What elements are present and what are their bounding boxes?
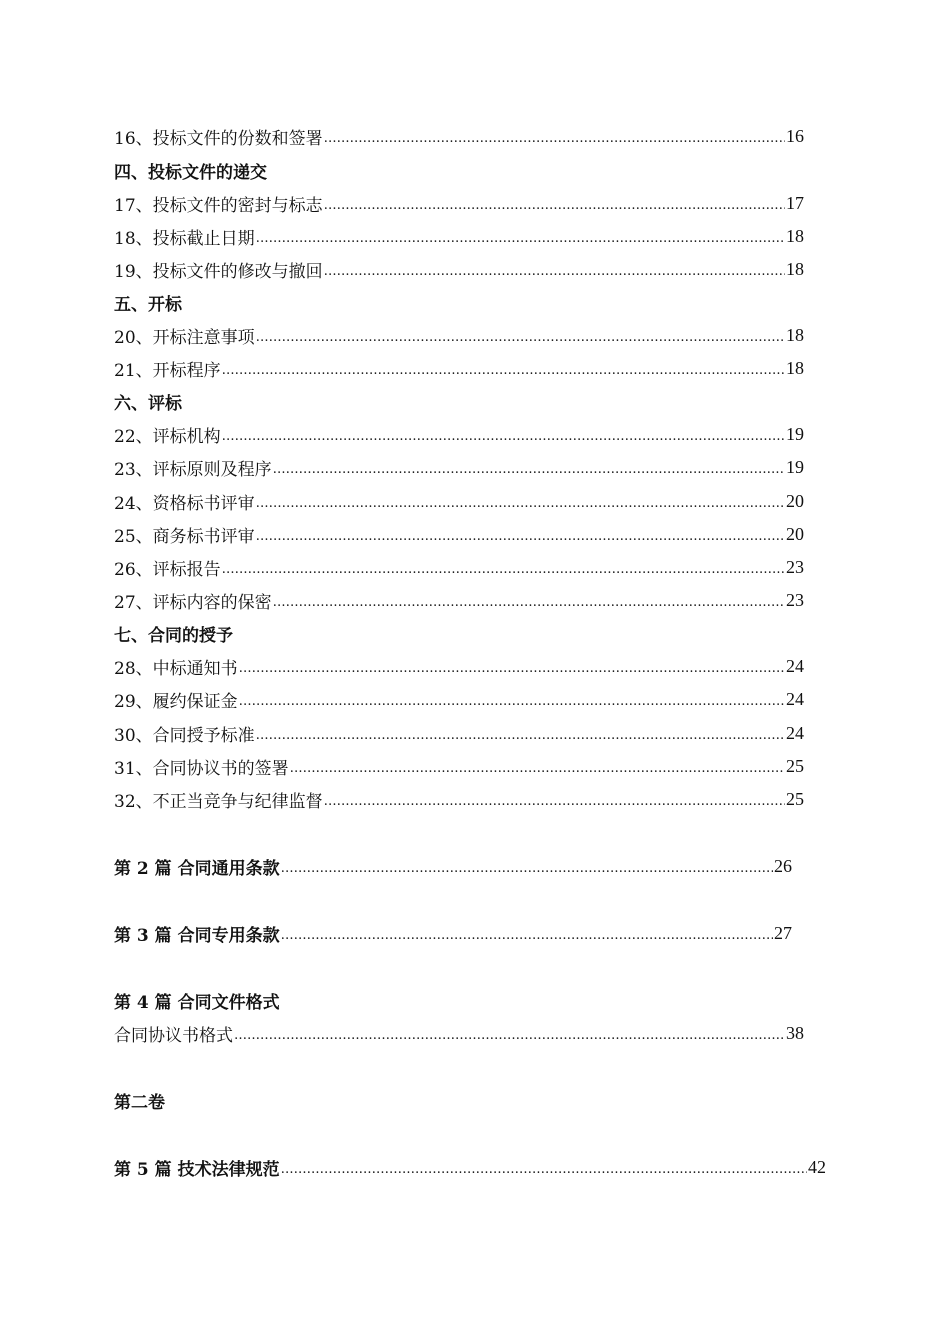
leader-dots	[222, 363, 785, 378]
toc-page-number: 16	[786, 125, 804, 146]
leader-dots	[239, 661, 785, 676]
toc-page-number: 27	[774, 922, 792, 943]
leader-dots	[256, 496, 785, 511]
toc-page-number: 24	[786, 688, 804, 709]
toc-entry-contract-format[interactable]	[114, 1018, 804, 1048]
leader-dots	[222, 562, 785, 577]
toc-part-5[interactable]	[114, 1152, 826, 1182]
toc-part-label: 第 2 篇 合同通用条款	[114, 858, 280, 879]
toc-entry-18[interactable]	[114, 221, 804, 251]
toc-entry-label: 28、中标通知书	[114, 658, 238, 679]
toc-page-number: 17	[786, 192, 804, 213]
toc-entry-label: 22、评标机构	[114, 426, 221, 447]
toc-entry-25[interactable]	[114, 519, 804, 549]
toc-entry-label: 30、合同授予标准	[114, 725, 255, 746]
toc-entry-label: 31、合同协议书的签署	[114, 758, 289, 779]
toc-entry-label: 合同协议书格式	[114, 1025, 233, 1046]
toc-page-number: 26	[774, 855, 792, 876]
toc-part-4-heading: 第 4 篇 合同文件格式	[114, 992, 280, 1013]
toc-entry-19[interactable]	[114, 254, 804, 284]
leader-dots	[256, 529, 785, 544]
toc-entry-label: 17、投标文件的密封与标志	[114, 195, 323, 216]
toc-page-number: 38	[786, 1022, 804, 1043]
toc-entry-label: 20、开标注意事项	[114, 327, 255, 348]
leader-dots	[256, 728, 785, 743]
toc-entry-label: 32、不正当竞争与纪律监督	[114, 791, 323, 812]
toc-entry-26[interactable]	[114, 552, 804, 582]
toc-page-number: 18	[786, 357, 804, 378]
toc-part-label: 第 3 篇 合同专用条款	[114, 925, 280, 946]
toc-entry-30[interactable]	[114, 718, 804, 748]
section-heading-6: 六、评标	[114, 393, 182, 414]
section-heading-7: 七、合同的授予	[114, 625, 233, 646]
toc-entry-label: 29、履约保证金	[114, 691, 238, 712]
toc-page-number: 42	[808, 1156, 826, 1177]
toc-entry-label: 16、投标文件的份数和签署	[114, 128, 323, 149]
toc-entry-label: 23、评标原则及程序	[114, 459, 272, 480]
toc-entry-label: 24、资格标书评审	[114, 493, 255, 514]
leader-dots	[324, 198, 785, 213]
toc-page-number: 23	[786, 556, 804, 577]
leader-dots	[234, 1028, 785, 1043]
toc-page-number: 19	[786, 423, 804, 444]
toc-page-number: 18	[786, 225, 804, 246]
leader-dots	[273, 462, 785, 477]
toc-entry-21[interactable]	[114, 353, 804, 383]
toc-page-number: 18	[786, 258, 804, 279]
leader-dots	[222, 429, 785, 444]
toc-entry-label: 21、开标程序	[114, 360, 221, 381]
toc-entry-label: 25、商务标书评审	[114, 526, 255, 547]
toc-part-label: 第 5 篇 技术法律规范	[114, 1159, 280, 1180]
toc-entry-24[interactable]	[114, 486, 804, 516]
toc-page-number: 23	[786, 589, 804, 610]
toc-page-number: 25	[786, 755, 804, 776]
leader-dots	[324, 794, 785, 809]
toc-page-number: 19	[786, 456, 804, 477]
leader-dots	[324, 131, 785, 146]
toc-page-number: 18	[786, 324, 804, 345]
toc-page-number: 25	[786, 788, 804, 809]
toc-entry-29[interactable]	[114, 684, 804, 714]
leader-dots	[256, 330, 785, 345]
toc-entry-27[interactable]	[114, 585, 804, 615]
leader-dots	[281, 928, 773, 943]
toc-entry-17[interactable]	[114, 188, 804, 218]
toc-page-number: 24	[786, 655, 804, 676]
section-heading-4: 四、投标文件的递交	[114, 162, 267, 183]
toc-entry-23[interactable]	[114, 452, 804, 482]
leader-dots	[281, 861, 773, 876]
leader-dots	[273, 595, 785, 610]
volume-2-heading: 第二卷	[114, 1092, 165, 1113]
leader-dots	[256, 231, 785, 246]
toc-entry-32[interactable]	[114, 784, 804, 814]
toc-entry-16[interactable]	[114, 121, 804, 151]
toc-entry-22[interactable]	[114, 419, 804, 449]
toc-page-number: 20	[786, 490, 804, 511]
leader-dots	[290, 761, 785, 776]
toc-part-2[interactable]	[114, 851, 792, 881]
toc-entry-label: 18、投标截止日期	[114, 228, 255, 249]
toc-entry-label: 19、投标文件的修改与撤回	[114, 261, 323, 282]
toc-entry-label: 26、评标报告	[114, 559, 221, 580]
leader-dots	[281, 1162, 807, 1177]
toc-entry-31[interactable]	[114, 751, 804, 781]
leader-dots	[239, 694, 785, 709]
toc-entry-28[interactable]	[114, 651, 804, 681]
toc-page-number: 24	[786, 722, 804, 743]
toc-entry-20[interactable]	[114, 320, 804, 350]
toc-part-3[interactable]	[114, 918, 792, 948]
section-heading-5: 五、开标	[114, 294, 182, 315]
toc-entry-label: 27、评标内容的保密	[114, 592, 272, 613]
leader-dots	[324, 264, 785, 279]
toc-page-number: 20	[786, 523, 804, 544]
